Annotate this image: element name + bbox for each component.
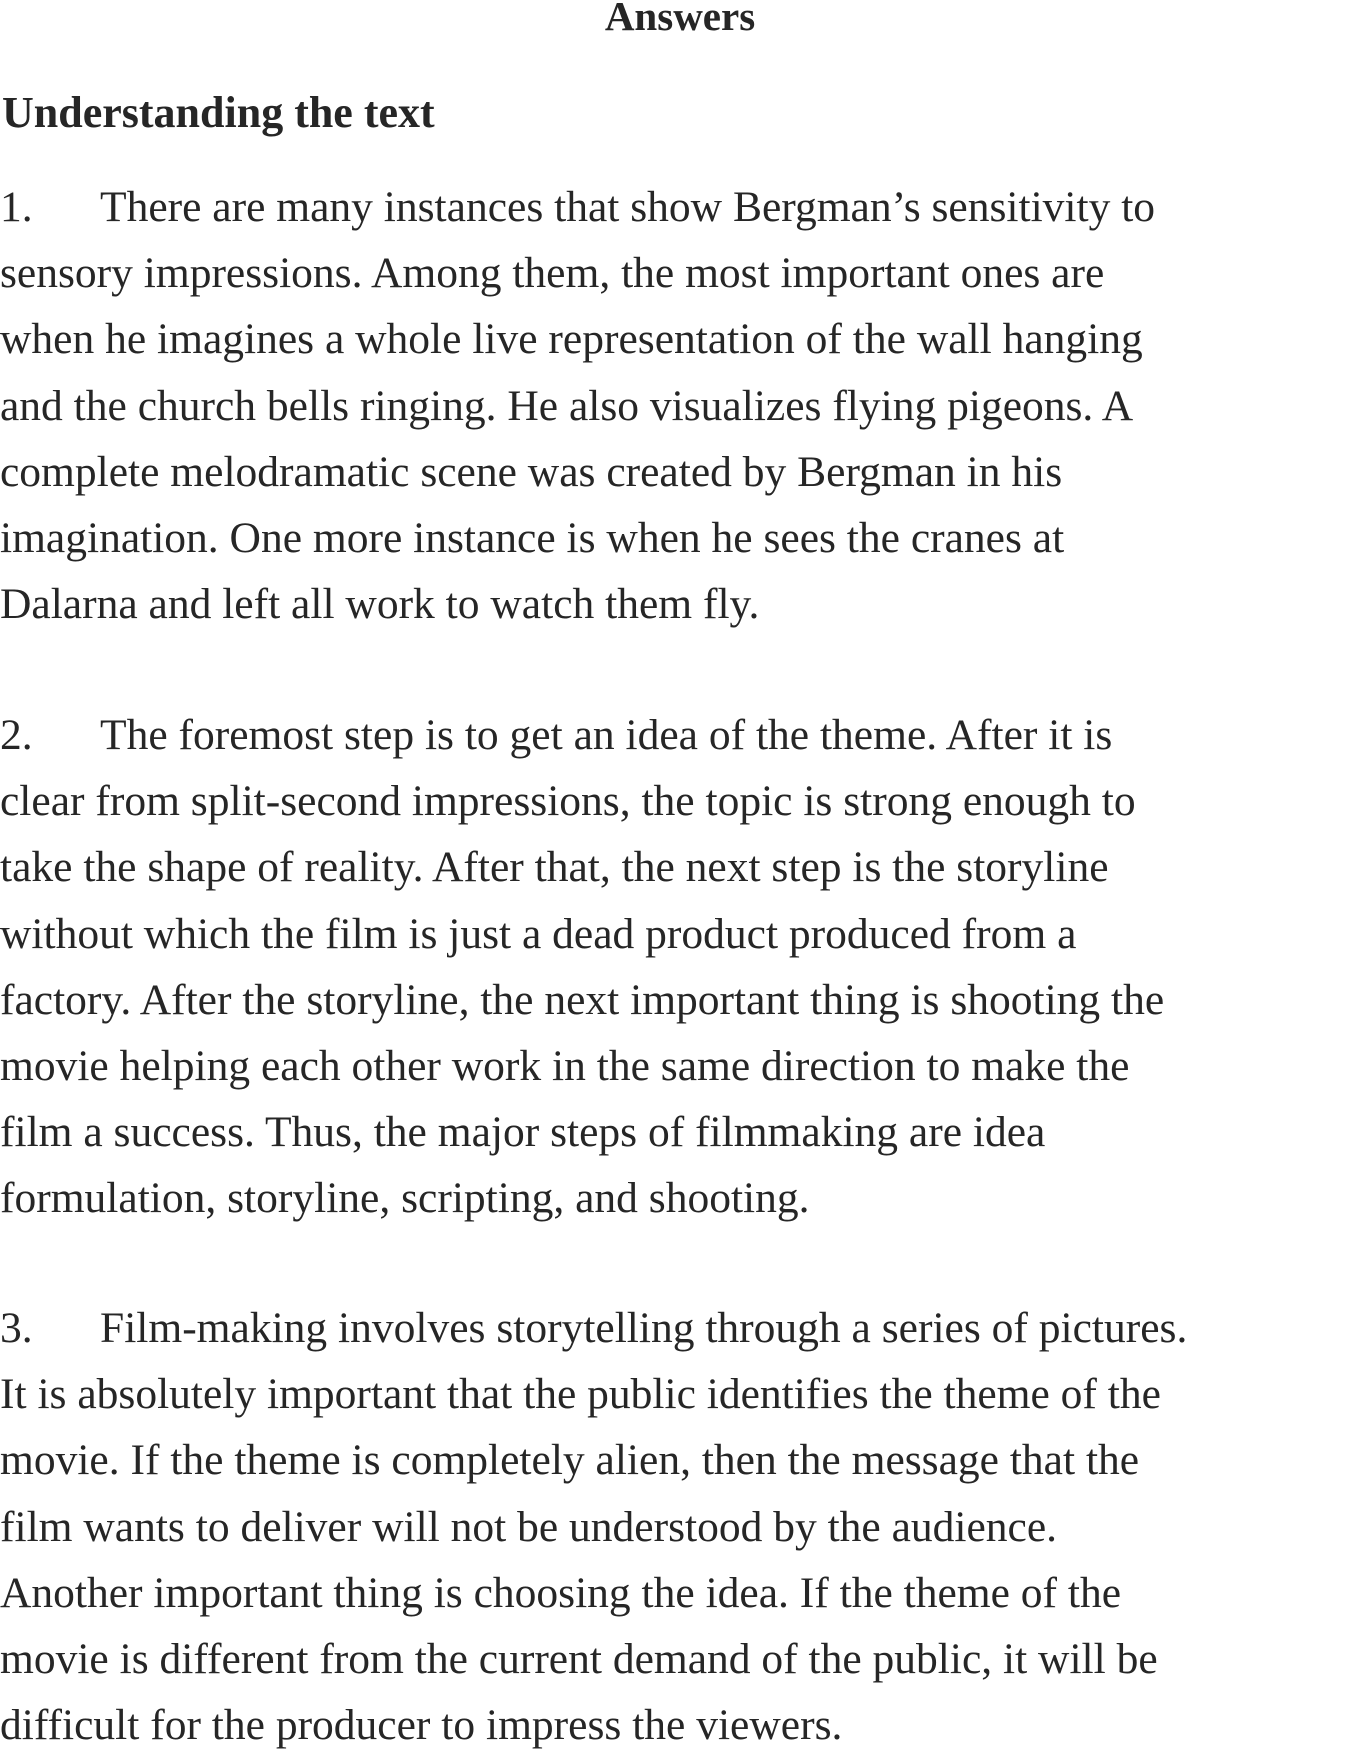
answer-3-line: movie is different from the current demand of the public, it will be (0, 1635, 1158, 1684)
answer-1-line: imagination. One more instance is when he sees the cranes at (0, 514, 1065, 563)
answer-2-line: movie helping each other work in the same direction to make the (0, 1042, 1130, 1091)
page-title: Answers (604, 0, 756, 39)
answer-3 (0, 1295, 1345, 1758)
answer-3-line-text: Film-making involves storytelling through a series of pictures. (100, 1304, 1188, 1352)
answer-2-line: take the shape of reality. After that, the next step is the storyline (0, 843, 1109, 892)
answer-3-line (0, 1295, 1345, 1361)
answer-3-line: difficult for the producer to impress the viewers. (0, 1701, 843, 1750)
answer-1-line: complete melodramatic scene was created by Bergman in his (0, 447, 1063, 496)
answer-1-line-text: There are many instances that show Bergman’s sensitivity to (100, 183, 1156, 231)
answer-1-line: and the church bells ringing. He also visualizes flying pigeons. A (0, 381, 1134, 430)
answer-2-line-text: The foremost step is to get an idea of the theme. After it is (100, 711, 1113, 759)
answer-1 (0, 174, 1345, 637)
answer-2-line: clear from split-second impressions, the topic is strong enough to (0, 777, 1136, 826)
answer-2 (0, 702, 1345, 1232)
answer-3-line: movie. If the theme is completely alien, then the message that the (0, 1436, 1140, 1485)
answer-1-number: 1. (0, 183, 33, 231)
answer-2-line (0, 702, 1345, 768)
answer-2-number: 2. (0, 711, 33, 759)
answer-2-line: film a success. Thus, the major steps of filmmaking are idea (0, 1108, 1046, 1157)
answer-1-line (0, 174, 1345, 240)
answer-1-line: when he imagines a whole live representation of the wall hanging (0, 315, 1143, 364)
answer-1-line: Dalarna and left all work to watch them fly. (0, 580, 760, 629)
answer-3-number: 3. (0, 1304, 33, 1352)
answer-1-line: sensory impressions. Among them, the most important ones are (0, 249, 1105, 298)
answer-3-line: film wants to deliver will not be understood by the audience. (0, 1502, 1058, 1551)
section-heading: Understanding the text (2, 88, 435, 137)
answer-3-line: It is absolutely important that the public identifies the theme of the (0, 1370, 1161, 1419)
answer-3-line: Another important thing is choosing the idea. If the theme of the (0, 1568, 1122, 1617)
answer-2-line: formulation, storyline, scripting, and shooting. (0, 1174, 810, 1223)
answer-2-line: without which the film is just a dead product produced from a (0, 909, 1077, 958)
answer-2-line: factory. After the storyline, the next important thing is shooting the (0, 975, 1165, 1024)
